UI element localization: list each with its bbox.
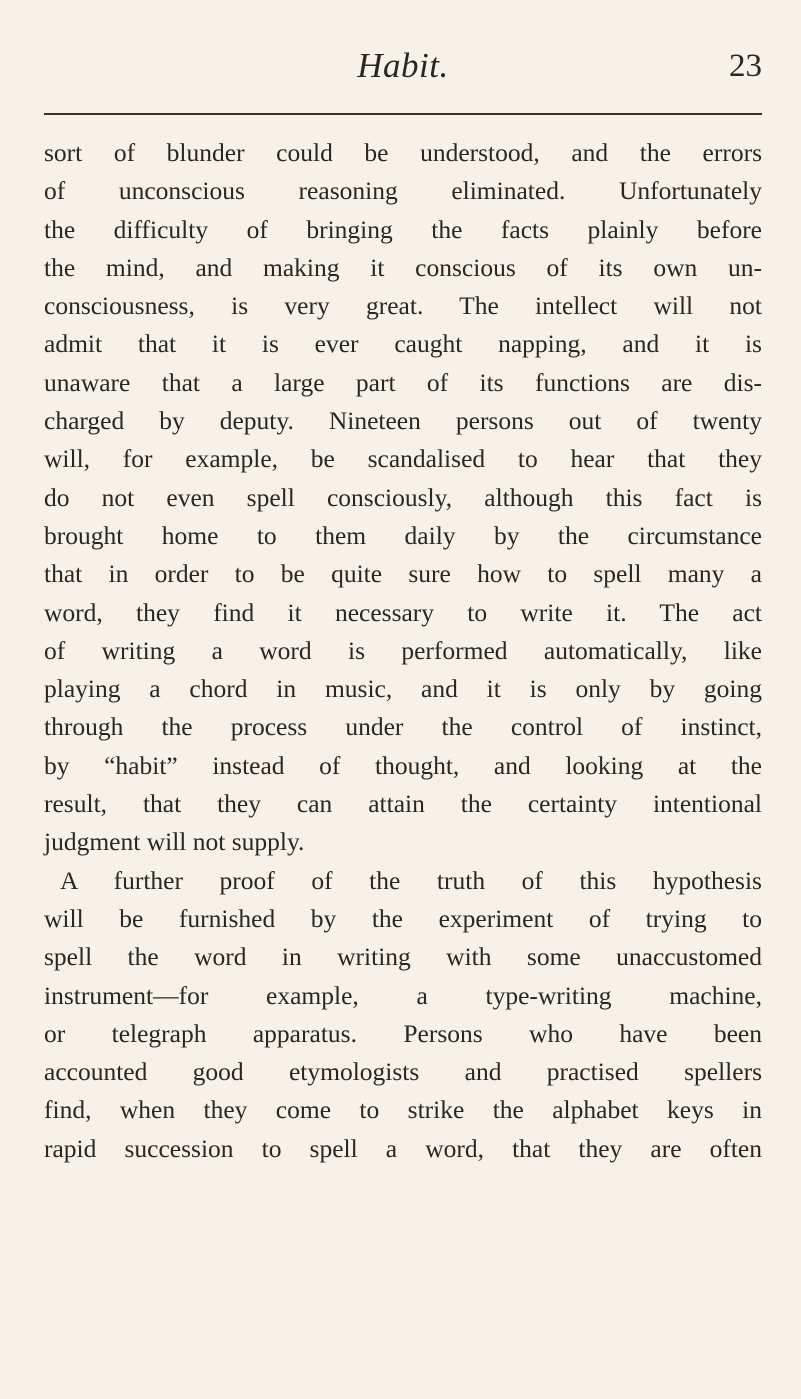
text-line: A further proof of the truth of this hypothesis [60,865,762,895]
text-line: brought home to them daily by the circumstance [44,520,762,550]
text-line: result, that they can attain the certainty intentional [44,789,762,819]
text-line: will, for example, be scandalised to hear that they [44,444,762,474]
text-line: admit that it is ever caught napping, and it is [44,329,762,359]
text-line: of unconscious reasoning eliminated. Unfortunately [44,176,762,206]
text-line: or telegraph apparatus. Persons who have been [44,1018,762,1048]
text-line: will be furnished by the experiment of trying to [44,903,762,933]
running-title: Habit. [357,46,449,85]
text-line: that in order to be quite sure how to spell many a [44,559,762,589]
header-rule [44,113,762,115]
text-line: instrument—for example, a type-writing machine, [44,980,762,1010]
text-line: unaware that a large part of its functions are dis- [44,367,762,397]
text-line: judgment will not supply. [44,827,305,857]
text-line: accounted good etymologists and practised spellers [44,1057,762,1087]
text-line: the mind, and making it conscious of its own un- [44,252,762,282]
text-line: word, they find it necessary to write it. The act [44,597,762,627]
text-line: spell the word in writing with some unaccustomed [44,942,762,972]
body-text [44,134,762,1168]
text-line: charged by deputy. Nineteen persons out of twenty [44,406,762,436]
text-line: sort of blunder could be understood, and the errors [44,138,762,167]
text-line: through the process under the control of instinct, [44,712,762,742]
page-number: 23 [729,48,762,84]
text-line: of writing a word is performed automatically, like [44,635,762,665]
text-line: the difficulty of bringing the facts plainly before [44,214,762,244]
page-header [44,42,762,90]
text-line: rapid succession to spell a word, that they are often [44,1133,762,1163]
text-line: find, when they come to strike the alphabet keys in [44,1095,762,1125]
text-line: do not even spell consciously, although this fact is [44,482,762,512]
text-line: consciousness, is very great. The intellect will not [44,291,762,321]
text-line: by “habit” instead of thought, and looking at the [44,750,762,780]
text-line: playing a chord in music, and it is only by going [44,674,762,704]
